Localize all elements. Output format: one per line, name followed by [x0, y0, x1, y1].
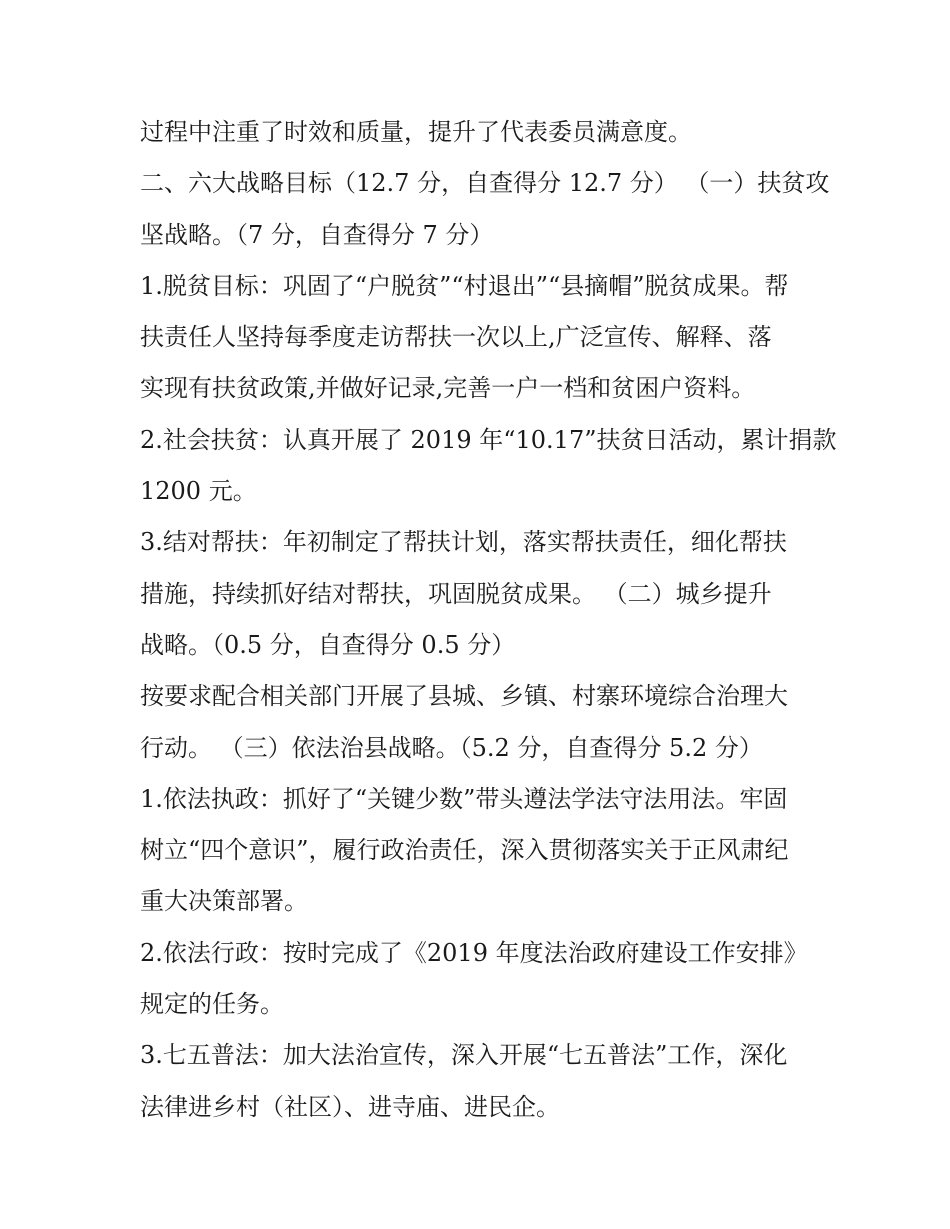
text-line: 措施，持续抓好结对帮扶，巩固脱贫成果。 （二）城乡提升	[140, 579, 772, 608]
text-line: 按要求配合相关部门开展了县城、乡镇、村寨环境综合治理大	[140, 682, 788, 711]
text-line: 实现有扶贫政策,并做好记录,完善一户一档和贫困户资料。	[140, 374, 756, 403]
text-line: 法律进乡村（社区）、进寺庙、进民企。	[140, 1092, 560, 1121]
text-line: 二、六大战略目标（12.7 分，自查得分 12.7 分） （一）扶贫攻	[140, 169, 830, 198]
text-line: 1200 元。	[140, 477, 257, 506]
text-line: 3.结对帮扶：年初制定了帮扶计划，落实帮扶责任，细化帮扶	[140, 528, 787, 557]
text-line: 过程中注重了时效和质量，提升了代表委员满意度。	[140, 118, 692, 146]
body-text	[140, 107, 837, 1133]
text-line: 1.依法执政：抓好了“关键少数”带头遵法学法守法用法。牢固	[140, 784, 788, 813]
text-line: 3.七五普法：加大法治宣传，深入开展“七五普法”工作，深化	[140, 1041, 788, 1070]
text-line: 战略。（0.5 分，自查得分 0.5 分）	[140, 630, 516, 659]
text-line: 规定的任务。	[140, 990, 284, 1019]
text-line: 坚战略。（7 分，自查得分 7 分）	[140, 220, 494, 249]
text-line: 扶责任人坚持每季度走访帮扶一次以上,广泛宣传、解释、落	[140, 323, 772, 352]
text-line: 树立“四个意识”，履行政治责任，深入贯彻落实关于正风肃纪	[140, 836, 789, 865]
text-line: 2.社会扶贫：认真开展了 2019 年“10.17”扶贫日活动，累计捐款	[140, 425, 837, 454]
text-line: 2.依法行政：按时完成了《2019 年度法治政府建设工作安排》	[140, 938, 808, 967]
text-line: 重大决策部署。	[140, 887, 308, 916]
text-line: 1.脱贫目标：巩固了“户脱贫”“村退出”“县摘帽”脱贫成果。帮	[140, 271, 789, 300]
text-line: 行动。 （三）依法治县战略。（5.2 分，自查得分 5.2 分）	[140, 733, 763, 762]
